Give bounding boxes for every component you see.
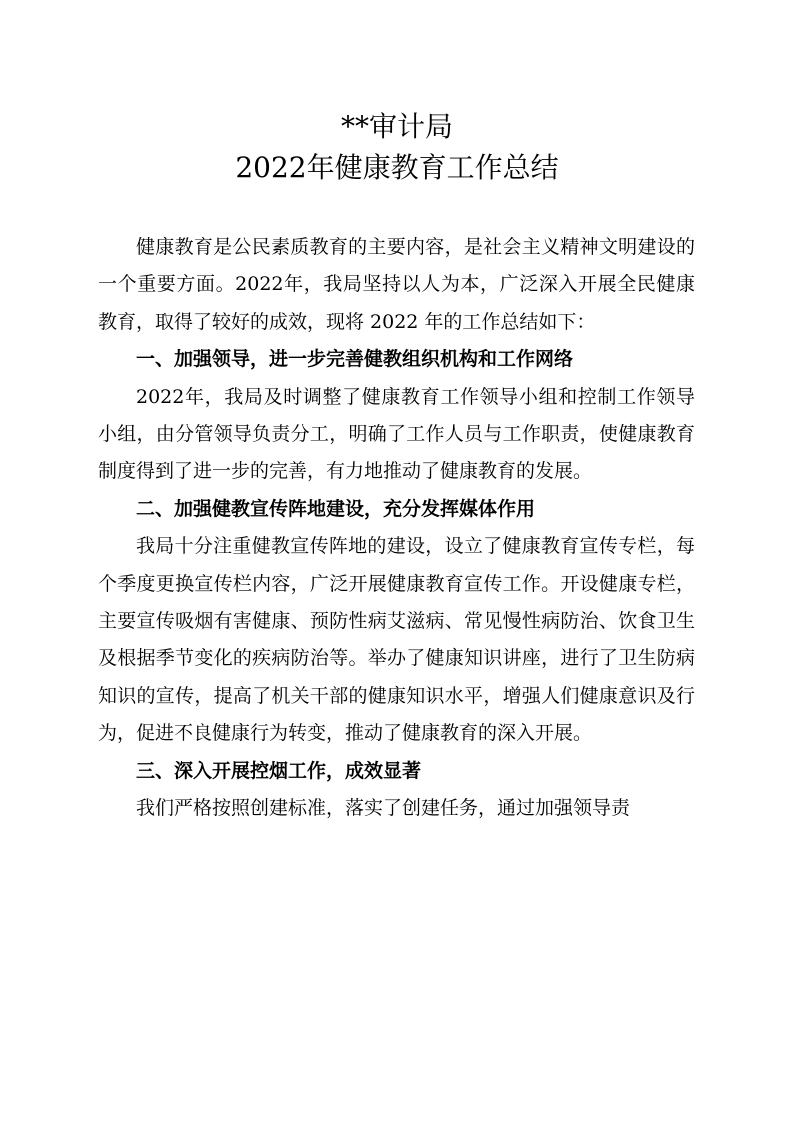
document-title-org: **审计局 — [340, 110, 453, 143]
document-title: 2022年健康教育工作总结 — [235, 151, 559, 184]
intro-paragraph: 健康教育是公民素质教育的主要内容，是社会主义精神文明建设的一个重要方面。2022年，我局坚持以人为本，广泛深入开展全民健康教育，取得了较好的成效，现将 2022 年的工作总结如下： — [98, 236, 695, 333]
section3-heading: 三、深入开展控烟工作，成效显著 — [136, 759, 422, 782]
section1-heading: 一、加强领导，进一步完善健教组织机构和工作网络 — [136, 348, 574, 371]
section2-paragraph: 我局十分注重健教宣传阵地的建设，设立了健康教育宣传专栏，每个季度更换宣传栏内容，广泛开展健康教育宣传工作。开设健康专栏，主要宣传吸烟有害健康、预防性病艾滋病、常见慢性病防治、饮食卫生及根据季节变化的疾病防治等。举办了健康知识讲座，进行了卫生防病知识的宣传，提高了机关干部的健康知识水平，增强人们健康意识及行为，促进不良健康行为转变，推动了健康教育的深入开展。 — [98, 535, 695, 745]
section2-heading: 二、加强健教宣传阵地建设，充分发挥媒体作用 — [136, 497, 536, 520]
document-body — [98, 229, 695, 828]
section3-paragraph: 我们严格按照创建标准，落实了创建任务，通过加强领导责 — [136, 797, 631, 820]
section1-paragraph: 2022年，我局及时调整了健康教育工作领导小组和控制工作领导小组，由分管领导负责分工，明确了工作人员与工作职责，使健康教育制度得到了进一步的完善，有力地推动了健康教育的发展。 — [98, 385, 695, 483]
